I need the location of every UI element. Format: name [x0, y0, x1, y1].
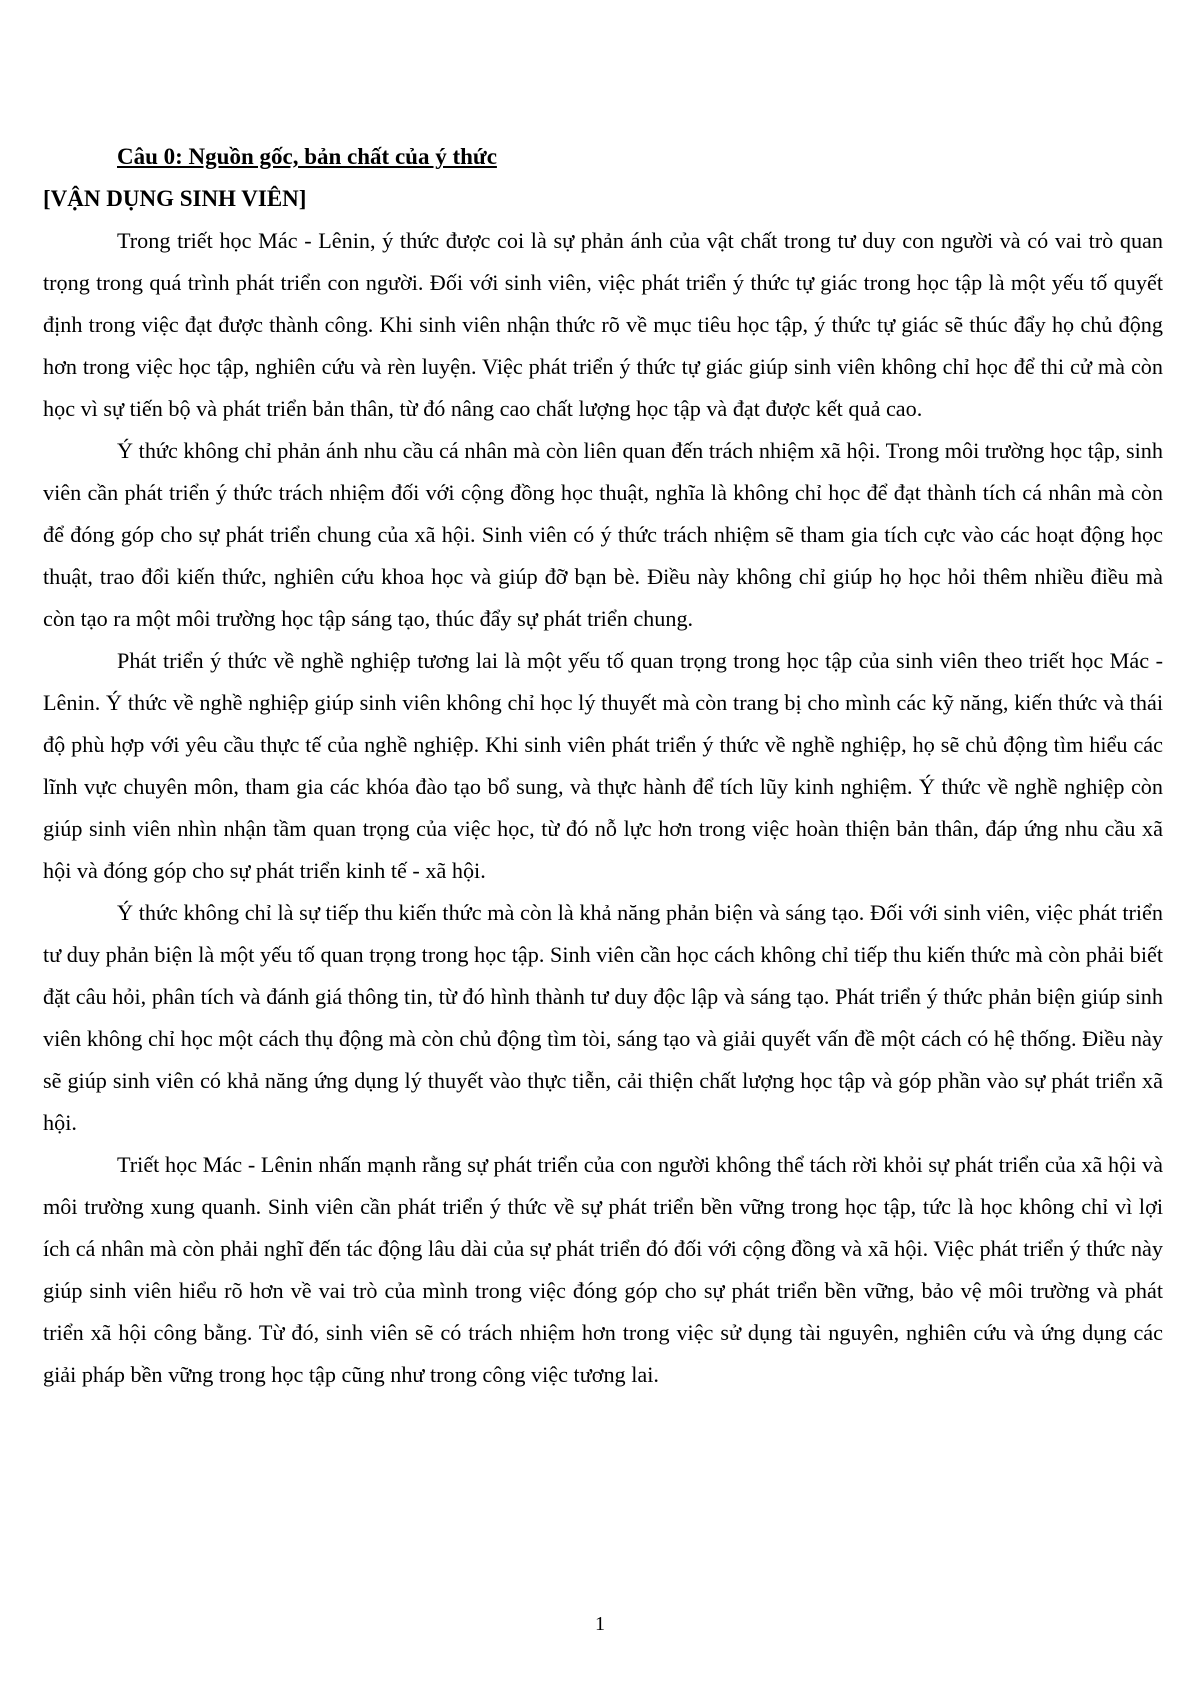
paragraph-2: Ý thức không chỉ phản ánh nhu cầu cá nhân mà còn liên quan đến trách nhiệm xã hội. Trong môi trường học tập, sinh viên cần phát triển ý thức trách nhiệm đối với cộng đồng học thuật, nghĩa là không chỉ học để đạt thành tích cá nhân mà còn để đóng góp cho sự phát triển chung của xã hội. Sinh viên có ý thức trách nhiệm sẽ tham gia tích cực vào các hoạt động học thuật, trao đổi kiến thức, nghiên cứu khoa học và giúp đỡ bạn bè. Điều này không chỉ giúp họ học hỏi thêm nhiều điều mà còn tạo ra một môi trường học tập sáng tạo, thúc đẩy sự phát triển chung. — [43, 438, 1163, 631]
paragraph-1: Trong triết học Mác - Lênin, ý thức được coi là sự phản ánh của vật chất trong tư duy con người và có vai trò quan trọng trong quá trình phát triển con người. Đối với sinh viên, việc phát triển ý thức tự giác trong học tập là một yếu tố quyết định trong việc đạt được thành công. Khi sinh viên nhận thức rõ về mục tiêu học tập, ý thức tự giác sẽ thúc đẩy họ chủ động hơn trong việc học tập, nghiên cứu và rèn luyện. Việc phát triển ý thức tự giác giúp sinh viên không chỉ học để thi cử mà còn học vì sự tiến bộ và phát triển bản thân, từ đó nâng cao chất lượng học tập và đạt được kết quả cao. — [43, 228, 1163, 421]
paragraph-4: Ý thức không chỉ là sự tiếp thu kiến thức mà còn là khả năng phản biện và sáng tạo. Đối với sinh viên, việc phát triển tư duy phản biện là một yếu tố quan trọng trong học tập. Sinh viên cần học cách không chỉ tiếp thu kiến thức mà còn phải biết đặt câu hỏi, phân tích và đánh giá thông tin, từ đó hình thành tư duy độc lập và sáng tạo. Phát triển ý thức phản biện giúp sinh viên không chỉ học một cách thụ động mà còn chủ động tìm tòi, sáng tạo và giải quyết vấn đề một cách có hệ thống. Điều này sẽ giúp sinh viên có khả năng ứng dụng lý thuyết vào thực tiễn, cải thiện chất lượng học tập và góp phần vào sự phát triển xã hội. — [43, 900, 1163, 1135]
page-content — [43, 136, 1163, 1396]
paragraph-3: Phát triển ý thức về nghề nghiệp tương lai là một yếu tố quan trọng trong học tập của sinh viên theo triết học Mác - Lênin. Ý thức về nghề nghiệp giúp sinh viên không chỉ học lý thuyết mà còn trang bị cho mình các kỹ năng, kiến thức và thái độ phù hợp với yêu cầu thực tế của nghề nghiệp. Khi sinh viên phát triển ý thức về nghề nghiệp, họ sẽ chủ động tìm hiểu các lĩnh vực chuyên môn, tham gia các khóa đào tạo bổ sung, và thực hành để tích lũy kinh nghiệm. Ý thức về nghề nghiệp còn giúp sinh viên nhìn nhận tầm quan trọng của việc học, từ đó nỗ lực hơn trong việc hoàn thiện bản thân, đáp ứng nhu cầu xã hội và đóng góp cho sự phát triển kinh tế - xã hội. — [43, 648, 1163, 883]
question-heading: Câu 0: Nguồn gốc, bản chất của ý thức — [117, 144, 497, 169]
section-label: [VẬN DỤNG SINH VIÊN] — [43, 186, 307, 211]
paragraph-5: Triết học Mác - Lênin nhấn mạnh rằng sự phát triển của con người không thể tách rời khỏi sự phát triển của xã hội và môi trường xung quanh. Sinh viên cần phát triển ý thức về sự phát triển bền vững trong học tập, tức là học không chỉ vì lợi ích cá nhân mà còn phải nghĩ đến tác động lâu dài của sự phát triển đó đối với cộng đồng và xã hội. Việc phát triển ý thức này giúp sinh viên hiểu rõ hơn về vai trò của mình trong việc đóng góp cho sự phát triển bền vững, bảo vệ môi trường và phát triển xã hội công bằng. Từ đó, sinh viên sẽ có trách nhiệm hơn trong việc sử dụng tài nguyên, nghiên cứu và ứng dụng các giải pháp bền vững trong học tập cũng như trong công việc tương lai. — [43, 1152, 1163, 1387]
page-number: 1 — [595, 1613, 605, 1635]
